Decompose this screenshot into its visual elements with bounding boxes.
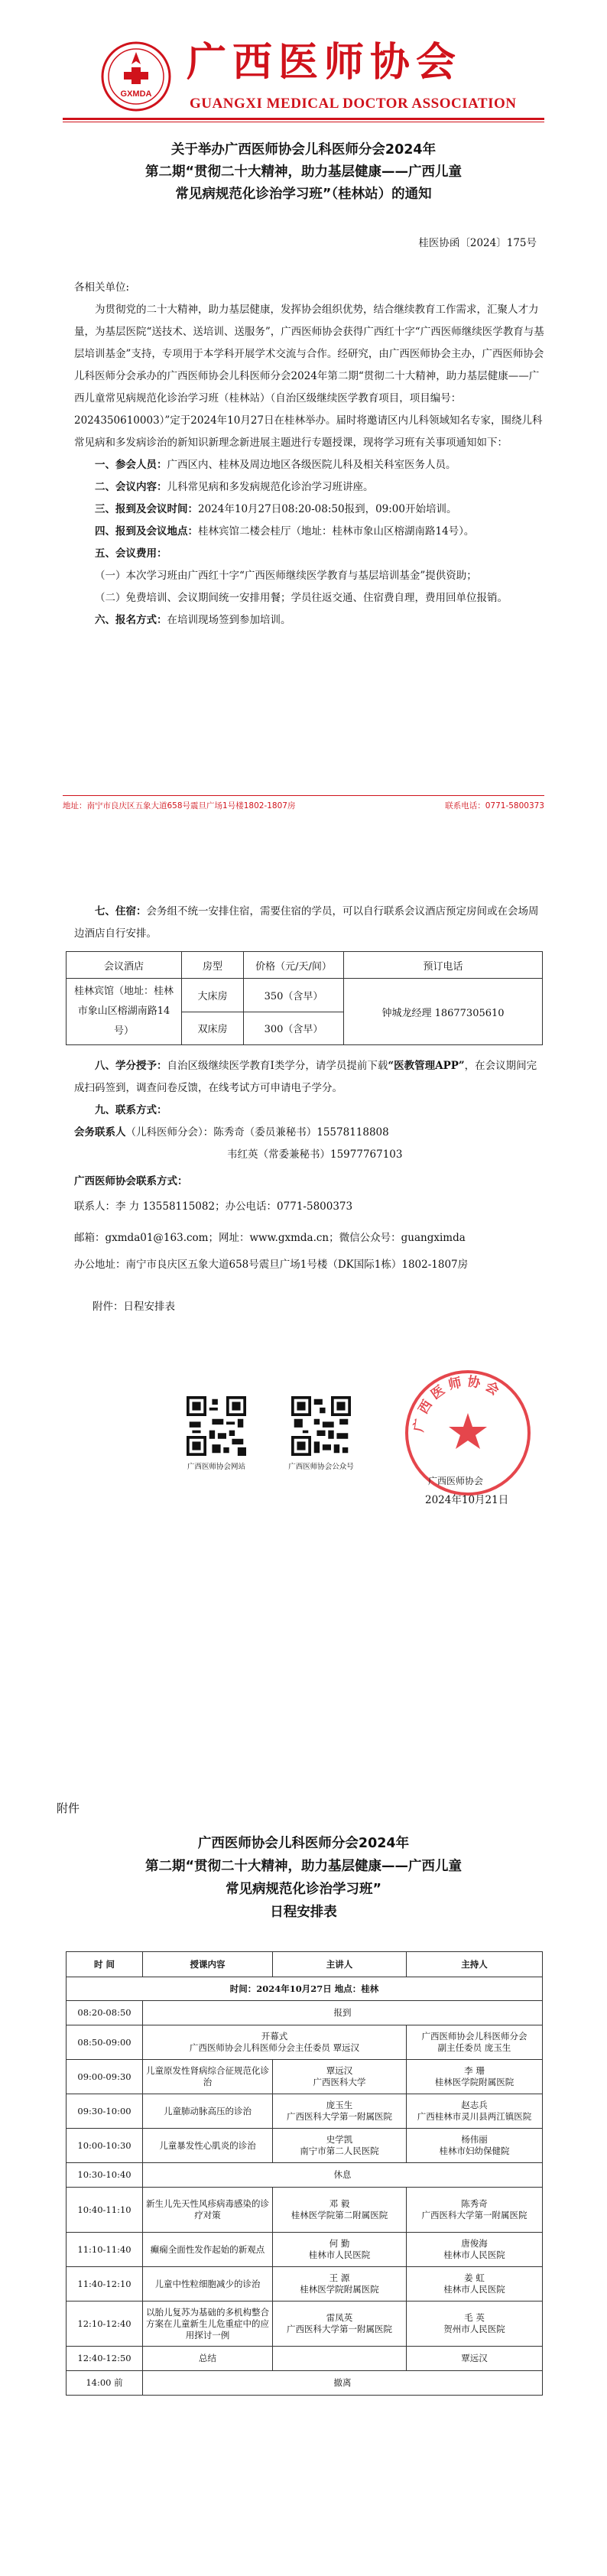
svg-text:广西医师协会 <box>411 1373 506 1433</box>
section-credits: 八、学分授予：自治区级继续医学教育Ⅰ类学分，请学员提前下载“医教管理APP”，在会议期间完成扫码签到，调查问卷反馈，在线考试方可申请电子学分。 <box>74 1060 537 1094</box>
schedule-time: 08:50-09:00 <box>67 2025 143 2060</box>
logo-text: GXMDA <box>120 89 152 99</box>
schedule-speaker: 覃远汉 广西医科大学 <box>273 2060 407 2094</box>
notice-body <box>74 277 544 632</box>
table-row <box>67 2163 543 2188</box>
schedule-host: 杨伟丽 桂林市妇幼保健院 <box>407 2129 543 2163</box>
schedule-subheader: 时间：2024年10月27日 地点：桂林 <box>67 1977 543 2001</box>
title-line: 第二期“贯彻二十大精神，助力基层健康——广西儿童 <box>145 1859 462 1874</box>
schedule-host: 覃远汉 <box>407 2347 543 2371</box>
footer-address: 地址：南宁市良庆区五象大道658号震旦广场1号楼1802-1807房 <box>63 801 296 810</box>
schedule-host: 李 珊 桂林医学院附属医院 <box>407 2060 543 2094</box>
schedule-topic: 儿童原发性肾病综合征规范化诊治 <box>143 2060 273 2094</box>
schedule-time: 09:30-10:00 <box>67 2094 143 2129</box>
schedule-time: 10:00-10:30 <box>67 2129 143 2163</box>
schedule-speaker: 邓 毅 桂林医学院第二附属医院 <box>273 2188 407 2233</box>
section-contacts: 九、联系方式： <box>95 1104 167 1116</box>
section-attendees: 一、参会人员：广西区内、桂林及周边地区各级医院儿科及相关科室医务人员。 <box>95 459 456 471</box>
schedule-time: 09:00-09:30 <box>67 2060 143 2094</box>
schedule-topic: 开幕式 广西医师协会儿科医师分会主任委员 覃远汉 <box>143 2025 407 2060</box>
schedule-host: 陈秀奇 广西医科大学第一附属医院 <box>407 2188 543 2233</box>
notice-body-cont <box>74 901 544 945</box>
website-qr-code-icon[interactable] <box>187 1396 246 1456</box>
schedule-topic: 癫痫全面性发作起始的新观点 <box>143 2233 273 2267</box>
title-line: 第二期“贯彻二十大精神，助力基层健康——广西儿童 <box>145 164 462 180</box>
table-row <box>67 2094 543 2129</box>
seal-org: 广西医师协会 <box>411 1374 506 1434</box>
schedule-time: 12:10-12:40 <box>67 2302 143 2347</box>
schedule-topic: 儿童肺动脉高压的诊治 <box>143 2094 273 2129</box>
fee-item: （二）免费培训、会议期间统一安排用餐；学员往返交通、住宿费自理，费用回单位报销。 <box>95 592 508 604</box>
page-gap <box>0 1728 607 1782</box>
schedule-event: 撤离 <box>143 2371 543 2396</box>
schedule-time: 11:40-12:10 <box>67 2267 143 2302</box>
section-time: 三、报到及会议时间：2024年10月27日08:20-08:50报到，09:00开始培训。 <box>95 503 457 515</box>
qr-caption: 广西医师协会公众号 <box>288 1463 354 1471</box>
schedule-speaker: 庞玉生 广西医科大学第一附属医院 <box>273 2094 407 2129</box>
section-fees: 五、会议费用： <box>95 547 167 560</box>
association-logo-icon <box>101 41 171 112</box>
schedule-title <box>0 1832 607 1924</box>
schedule-speaker <box>273 2347 407 2371</box>
table-row <box>67 2001 543 2025</box>
table-row <box>67 2129 543 2163</box>
schedule-host: 唐俊海 桂林市人民医院 <box>407 2233 543 2267</box>
schedule-table <box>66 1951 543 2396</box>
salutation: 各相关单位: <box>74 281 130 294</box>
schedule-topic: 总结 <box>143 2347 273 2371</box>
schedule-host: 姜 虹 桂林市人民医院 <box>407 2267 543 2302</box>
assoc-contact-line: 联系人：李 力 13558115082；办公电话：0771-5800373 <box>74 1200 353 1213</box>
notice-date: 2024年10月21日 <box>425 1494 509 1506</box>
hotel-header-cell: 预订电话 <box>344 952 543 979</box>
schedule-host: 广西医师协会儿科医师分会 副主任委员 庞玉生 <box>407 2025 543 2060</box>
assoc-contact-label: 广西医师协会联系方式： <box>74 1175 188 1187</box>
intro-paragraph: 为贯彻党的二十大精神，助力基层健康，发挥协会组织优势，结合继续教育工作需求，汇聚人才力量，为基层医院“送技术、送培训、送服务”，广西医师协会获得广西红十字“广西医师继续医学教育与基层培训基金”支持，专项用于本学科开展学术交流与合作。经研究，由广西医师协会主办，广西医师协会儿科医师分会承办的广西医师协会儿科医师分会2024年第二期“贯彻二十大精神，助力基层健康——广西儿童常见病规范化诊治学习班（桂林站）（自治区级继续医学教育项目，项目编号：2024350610003）”定于2024年10月27日在桂林举办。届时将邀请区内儿科领域知名专家，围绕儿科常见病和多发病诊治的新知识新理念新进展主题进行专题授课，现将学习班有关事项通知如下： <box>74 304 544 449</box>
schedule-body <box>67 2001 543 2396</box>
header-rule <box>63 118 544 120</box>
footer-phone: 联系电话：0771-5800373 <box>445 801 544 810</box>
section-content: 二、会议内容：儿科常见病和多发病规范化诊治学习班讲座。 <box>95 481 374 493</box>
schedule-host: 毛 英 贺州市人民医院 <box>407 2302 543 2347</box>
page-footer <box>63 800 544 811</box>
schedule-time: 11:10-11:40 <box>67 2233 143 2267</box>
schedule-speaker: 史学凯 南宁市第二人民医院 <box>273 2129 407 2163</box>
hotel-name: 桂林宾馆（地址：桂林市象山区榕湖南路14号） <box>67 979 182 1045</box>
schedule-header-cell: 时 间 <box>67 1952 143 1977</box>
attachment-label: 附件 <box>57 1801 80 1815</box>
table-row <box>67 2025 543 2060</box>
title-line: 常见病规范化诊治学习班” <box>225 1882 381 1897</box>
schedule-speaker: 雷凤英 广西医科大学第一附属医院 <box>273 2302 407 2347</box>
org-name-en: GUANGXI MEDICAL DOCTOR ASSOCIATION <box>190 96 517 112</box>
qr-caption: 广西医师协会网站 <box>187 1463 245 1471</box>
branch-contact-2: 韦红英（常委兼秘书）15977767103 <box>227 1148 403 1161</box>
table-row <box>67 2267 543 2302</box>
schedule-event: 休息 <box>143 2163 543 2188</box>
assoc-contact-line: 办公地址：南宁市良庆区五象大道658号震旦广场1号楼（DK国际1栋）1802-1807房 <box>74 1259 469 1271</box>
schedule-topic: 新生儿先天性风疹病毒感染的诊疗对策 <box>143 2188 273 2233</box>
hotel-table <box>66 951 543 1045</box>
table-row <box>67 2371 543 2396</box>
hotel-header-cell: 价格（元/天/间） <box>244 952 344 979</box>
fee-item: （一）本次学习班由广西红十字“广西医师继续医学教育与基层培训基金”提供资助； <box>95 570 477 582</box>
table-row <box>67 2060 543 2094</box>
schedule-topic: 以胎儿复苏为基础的多机构整合方案在儿童新生儿危重症中的应用探讨一例 <box>143 2302 273 2347</box>
section-accommodation: 七、住宿：会务组不统一安排住宿，需要住宿的学员，可以自行联系会议酒店预定房间或在会场周边酒店自行安排。 <box>74 905 539 940</box>
schedule-topic: 儿童中性粒细胞减少的诊治 <box>143 2267 273 2302</box>
document-number: 桂医协函〔2024〕175号 <box>418 237 537 249</box>
table-row <box>67 2233 543 2267</box>
wechat-qr-code-icon[interactable] <box>291 1396 351 1456</box>
schedule-time: 08:20-08:50 <box>67 2001 143 2025</box>
room-type: 大床房 <box>182 979 244 1012</box>
title-line: 日程安排表 <box>270 1905 337 1920</box>
attachment-note: 附件：日程安排表 <box>93 1301 175 1313</box>
schedule-header-cell: 主讲人 <box>273 1952 407 1977</box>
room-type: 双床房 <box>182 1012 244 1045</box>
schedule-time: 14:00 前 <box>67 2371 143 2396</box>
assoc-contact-line: 邮箱：gxmda01@163.com；网址：www.gxmda.cn；微信公众号：guangximda <box>74 1232 466 1244</box>
signature-org: 广西医师协会 <box>428 1476 484 1486</box>
booking-phone: 钟城龙经理 18677305610 <box>344 979 543 1045</box>
room-price: 350（含早） <box>244 979 344 1012</box>
schedule-speaker: 何 勤 桂林市人民医院 <box>273 2233 407 2267</box>
title-line: 广西医师协会儿科医师分会2024年 <box>197 1836 410 1851</box>
schedule-header-cell: 主持人 <box>407 1952 543 1977</box>
schedule-time: 10:30-10:40 <box>67 2163 143 2188</box>
org-name-cn: 广西医师协会 <box>187 40 463 86</box>
footer-rule <box>63 795 544 796</box>
title-line: 关于举办广西医师协会儿科医师分会2024年 <box>170 142 437 158</box>
schedule-header-cell: 授课内容 <box>143 1952 273 1977</box>
table-row <box>67 2302 543 2347</box>
hotel-header-cell: 会议酒店 <box>67 952 182 979</box>
room-price: 300（含早） <box>244 1012 344 1045</box>
schedule-host: 赵志兵 广西桂林市灵川县两江镇医院 <box>407 2094 543 2129</box>
hotel-header-cell: 房型 <box>182 952 244 979</box>
schedule-time: 10:40-11:10 <box>67 2188 143 2233</box>
table-row <box>67 2347 543 2371</box>
schedule-event: 报到 <box>143 2001 543 2025</box>
schedule-time: 12:40-12:50 <box>67 2347 143 2371</box>
section-registration: 六、报名方式：在培训现场签到参加培训。 <box>95 614 291 626</box>
schedule-topic: 儿童暴发性心肌炎的诊治 <box>143 2129 273 2163</box>
notice-title <box>0 139 607 206</box>
section-venue: 四、报到及会议地点：桂林宾馆二楼会桂厅（地址：桂林市象山区榕湖南路14号）。 <box>95 525 475 538</box>
notice-body-cont2 <box>74 1055 544 1318</box>
schedule-speaker: 王 源 桂林医学院附属医院 <box>273 2267 407 2302</box>
title-line: 常见病规范化诊治学习班”（桂林站）的通知 <box>175 187 432 202</box>
table-row <box>67 2188 543 2233</box>
branch-contact: 会务联系人（儿科医师分会）：陈秀奇（委员兼秘书）15578118808 <box>74 1126 389 1139</box>
